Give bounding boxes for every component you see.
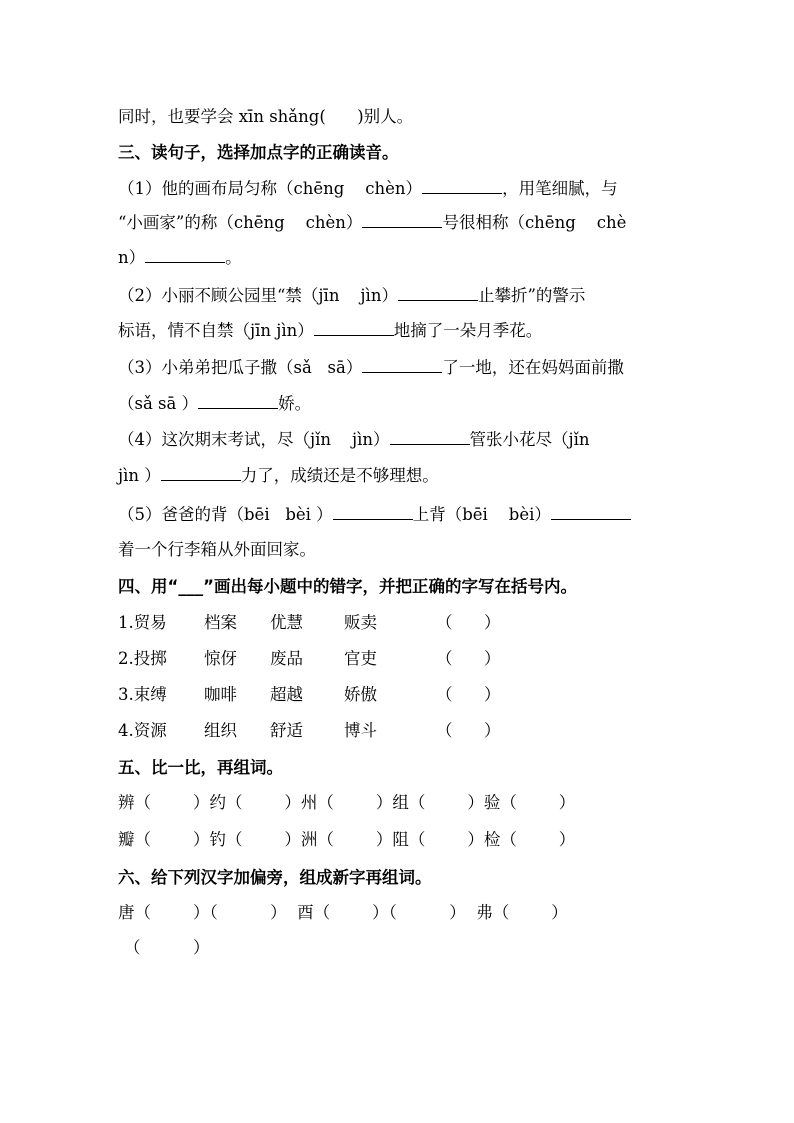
compare-row-1[interactable]: 辨（ ）约（ ）州（ ）组（ ）验（ ） (118, 793, 576, 812)
section-4-title: 四、用“___”画出每小题中的错字，并把正确的字写在括号内。 (118, 577, 577, 596)
q1-text-b: ，用笔细腻，与 (502, 179, 618, 198)
q4-line-1 (118, 428, 590, 452)
q2-text-a: （2）小丽不顾公园里“禁（jīn jìn） (118, 286, 398, 305)
q2-text-c: 标语，情不自禁（jīn jìn） (118, 321, 314, 340)
q5-text-a: （5）爸爸的背（bēi bèi ） (118, 505, 333, 524)
word-cell: 超越 (270, 685, 303, 704)
q3-line-1 (118, 356, 624, 380)
intro-line: 同时，也要学会 xīn shǎng( )别人。 (118, 107, 414, 126)
word-cell: 咖啡 (204, 685, 237, 704)
section-6-title: 六、给下列汉字加偏旁，组成新字再组词。 (118, 868, 432, 887)
word-cell: 娇傲 (344, 685, 377, 704)
q3-text-b: 了一地，还在妈妈面前撒 (442, 358, 624, 377)
q3-text-c: （sǎ sā ） (118, 394, 199, 413)
answer-parens[interactable]: （ ） (436, 649, 501, 668)
answer-blank[interactable] (398, 284, 478, 301)
word-cell: 优慧 (270, 613, 303, 632)
answer-blank[interactable] (198, 392, 278, 409)
word-cell: 3.束缚 (118, 685, 167, 704)
q5-line-1 (118, 503, 631, 527)
q5-line-2: 着一个行李箱从外面回家。 (118, 540, 316, 559)
word-cell: 官吏 (344, 649, 377, 668)
q4-line-2 (118, 464, 439, 488)
answer-blank[interactable] (333, 503, 413, 520)
q3-line-2 (118, 392, 311, 416)
word-cell: 档案 (204, 613, 237, 632)
q1-text-a: （1）他的画布局匀称（chēng chèn） (118, 179, 423, 198)
radical-row-2[interactable]: （ ） (124, 938, 210, 957)
q2-line-1 (118, 284, 585, 308)
word-cell: 惊伢 (204, 649, 237, 668)
q1-text-c: “小画家”的称（chēng chèn） (118, 213, 363, 232)
q1-line-2 (118, 211, 626, 235)
word-cell: 2.投掷 (118, 649, 167, 668)
q4-text-c: jìn ） (118, 466, 161, 485)
q1-text-f: 。 (225, 248, 242, 267)
q3-text-a: （3）小弟弟把瓜子撒（sǎ sā） (118, 358, 363, 377)
answer-blank[interactable] (390, 428, 470, 445)
word-cell: 1.贸易 (118, 613, 167, 632)
section-3-title: 三、读句子，选择加点字的正确读音。 (118, 143, 399, 162)
answer-blank[interactable] (362, 356, 442, 373)
word-cell: 贩卖 (344, 613, 377, 632)
radical-row-1[interactable]: 唐（ ）（ ） 酉（ ）（ ） 弗（ ） (118, 903, 568, 922)
q4-text-d: 力了，成绩还是不够理想。 (240, 466, 439, 485)
q1-line-1 (118, 177, 618, 201)
section-5-title: 五、比一比，再组词。 (118, 758, 283, 777)
word-cell: 博斗 (344, 721, 377, 740)
q2-text-d: 地摘了一朵月季花。 (393, 321, 543, 340)
answer-parens[interactable]: （ ） (436, 685, 501, 704)
answer-parens[interactable]: （ ） (436, 721, 501, 740)
word-cell: 废品 (270, 649, 303, 668)
compare-row-2[interactable]: 瓣（ ）钓（ ）洲（ ）阻（ ）检（ ） (118, 830, 576, 849)
answer-blank[interactable] (314, 319, 394, 336)
answer-blank[interactable] (362, 211, 442, 228)
q1-line-3 (118, 246, 242, 270)
q3-text-d: 娇。 (278, 394, 312, 413)
word-cell: 组织 (204, 721, 237, 740)
answer-parens[interactable]: （ ） (436, 613, 501, 632)
answer-blank[interactable] (551, 503, 631, 520)
word-cell: 舒适 (270, 721, 303, 740)
q5-text-b: 上背（bēi bèi） (412, 505, 551, 524)
answer-blank[interactable] (145, 246, 225, 263)
word-cell: 4.资源 (118, 721, 167, 740)
q2-text-b: 止攀折”的警示 (477, 286, 586, 305)
answer-blank[interactable] (161, 464, 241, 481)
q4-text-b: 管张小花尽（jǐn (469, 430, 590, 449)
q4-text-a: （4）这次期末考试，尽（jǐn jìn） (118, 430, 390, 449)
q1-text-e: n） (118, 248, 146, 267)
q1-text-d: 号很相称（chēng chè (442, 213, 627, 232)
answer-blank[interactable] (422, 177, 502, 194)
q2-line-2 (118, 319, 542, 343)
